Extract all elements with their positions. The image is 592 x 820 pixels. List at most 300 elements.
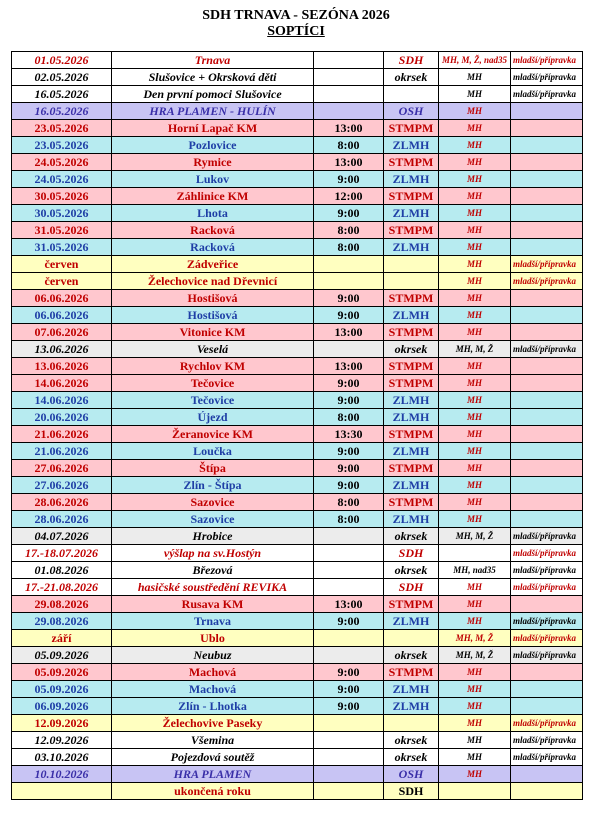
event-time-cell: 13:00 bbox=[314, 154, 384, 171]
event-date-cell: 28.06.2026 bbox=[12, 511, 112, 528]
table-row bbox=[12, 307, 583, 324]
event-name-cell: Tečovice bbox=[112, 375, 314, 392]
table-row bbox=[12, 511, 583, 528]
event-category-cell: MH, nad35 bbox=[439, 562, 511, 579]
event-date-cell: 14.06.2026 bbox=[12, 392, 112, 409]
event-time-cell bbox=[314, 52, 384, 69]
event-category-cell: MH bbox=[439, 205, 511, 222]
event-date-cell: 12.09.2026 bbox=[12, 715, 112, 732]
table-row bbox=[12, 120, 583, 137]
event-time-cell: 12:00 bbox=[314, 188, 384, 205]
table-row bbox=[12, 766, 583, 783]
event-time-cell: 9:00 bbox=[314, 613, 384, 630]
event-organizer-cell bbox=[384, 715, 439, 732]
event-note-cell: mladší/přípravka bbox=[511, 69, 583, 86]
event-organizer-cell: SDH bbox=[384, 783, 439, 800]
event-category-cell: MH bbox=[439, 392, 511, 409]
table-row bbox=[12, 358, 583, 375]
event-category-cell: MH bbox=[439, 579, 511, 596]
event-category-cell: MH bbox=[439, 766, 511, 783]
event-category-cell: MH bbox=[439, 120, 511, 137]
table-row bbox=[12, 477, 583, 494]
event-organizer-cell: STMPM bbox=[384, 188, 439, 205]
table-row bbox=[12, 86, 583, 103]
event-name-cell: HRA PLAMEN - HULÍN bbox=[112, 103, 314, 120]
event-category-cell: MH bbox=[439, 307, 511, 324]
event-category-cell: MH bbox=[439, 511, 511, 528]
table-row bbox=[12, 562, 583, 579]
event-organizer-cell: STMPM bbox=[384, 664, 439, 681]
event-date-cell: 24.05.2026 bbox=[12, 171, 112, 188]
event-category-cell: MH bbox=[439, 324, 511, 341]
event-date-cell: 23.05.2026 bbox=[12, 137, 112, 154]
event-category-cell: MH, M, Ž bbox=[439, 630, 511, 647]
event-time-cell bbox=[314, 749, 384, 766]
event-category-cell: MH, M, Ž bbox=[439, 647, 511, 664]
event-organizer-cell: OSH bbox=[384, 766, 439, 783]
event-name-cell: HRA PLAMEN bbox=[112, 766, 314, 783]
event-organizer-cell: ZLMH bbox=[384, 443, 439, 460]
event-category-cell: MH bbox=[439, 596, 511, 613]
event-note-cell bbox=[511, 137, 583, 154]
event-time-cell bbox=[314, 783, 384, 800]
event-category-cell: MH bbox=[439, 460, 511, 477]
event-organizer-cell: OSH bbox=[384, 103, 439, 120]
event-organizer-cell: ZLMH bbox=[384, 307, 439, 324]
event-time-cell bbox=[314, 562, 384, 579]
event-date-cell: 04.07.2026 bbox=[12, 528, 112, 545]
event-category-cell: MH bbox=[439, 239, 511, 256]
event-time-cell bbox=[314, 103, 384, 120]
event-category-cell bbox=[439, 783, 511, 800]
event-name-cell: Hostišová bbox=[112, 290, 314, 307]
event-time-cell bbox=[314, 273, 384, 290]
event-time-cell: 9:00 bbox=[314, 375, 384, 392]
table-row bbox=[12, 783, 583, 800]
event-category-cell: MH bbox=[439, 426, 511, 443]
event-name-cell: Horní Lapač KM bbox=[112, 120, 314, 137]
event-time-cell: 9:00 bbox=[314, 460, 384, 477]
event-organizer-cell: ZLMH bbox=[384, 409, 439, 426]
event-organizer-cell: ZLMH bbox=[384, 681, 439, 698]
event-time-cell: 9:00 bbox=[314, 443, 384, 460]
event-organizer-cell: ZLMH bbox=[384, 205, 439, 222]
table-row bbox=[12, 239, 583, 256]
event-time-cell: 9:00 bbox=[314, 171, 384, 188]
event-name-cell: Pozlovice bbox=[112, 137, 314, 154]
event-time-cell: 13:00 bbox=[314, 324, 384, 341]
event-category-cell: MH bbox=[439, 375, 511, 392]
table-row bbox=[12, 494, 583, 511]
event-note-cell bbox=[511, 222, 583, 239]
event-name-cell: Hrobice bbox=[112, 528, 314, 545]
event-note-cell: mladší/přípravka bbox=[511, 562, 583, 579]
event-note-cell: mladší/přípravka bbox=[511, 749, 583, 766]
event-name-cell: Březová bbox=[112, 562, 314, 579]
event-organizer-cell: STMPM bbox=[384, 154, 439, 171]
event-name-cell: Trnava bbox=[112, 52, 314, 69]
event-name-cell: Machová bbox=[112, 681, 314, 698]
event-organizer-cell bbox=[384, 273, 439, 290]
event-date-cell: 31.05.2026 bbox=[12, 239, 112, 256]
table-row bbox=[12, 103, 583, 120]
event-date-cell: 10.10.2026 bbox=[12, 766, 112, 783]
event-date-cell: 13.06.2026 bbox=[12, 358, 112, 375]
event-category-cell: MH bbox=[439, 409, 511, 426]
event-note-cell bbox=[511, 783, 583, 800]
event-name-cell: Štípa bbox=[112, 460, 314, 477]
event-time-cell bbox=[314, 732, 384, 749]
table-row bbox=[12, 222, 583, 239]
event-date-cell: 21.06.2026 bbox=[12, 443, 112, 460]
event-name-cell: Sazovice bbox=[112, 511, 314, 528]
event-organizer-cell bbox=[384, 630, 439, 647]
event-name-cell: Tečovice bbox=[112, 392, 314, 409]
event-note-cell bbox=[511, 766, 583, 783]
event-note-cell bbox=[511, 460, 583, 477]
event-date-cell: 28.06.2026 bbox=[12, 494, 112, 511]
event-name-cell: Zlín - Lhotka bbox=[112, 698, 314, 715]
event-date-cell: 05.09.2026 bbox=[12, 647, 112, 664]
event-name-cell: Újezd bbox=[112, 409, 314, 426]
event-date-cell: 03.10.2026 bbox=[12, 749, 112, 766]
event-note-cell bbox=[511, 239, 583, 256]
event-date-cell: 01.05.2026 bbox=[12, 52, 112, 69]
table-row bbox=[12, 375, 583, 392]
event-name-cell: Zlín - Štípa bbox=[112, 477, 314, 494]
event-time-cell: 9:00 bbox=[314, 664, 384, 681]
event-note-cell bbox=[511, 188, 583, 205]
event-time-cell: 8:00 bbox=[314, 511, 384, 528]
event-date-cell: září bbox=[12, 630, 112, 647]
table-row bbox=[12, 681, 583, 698]
event-name-cell: výšlap na sv.Hostýn bbox=[112, 545, 314, 562]
event-category-cell: MH, M, Ž bbox=[439, 528, 511, 545]
event-name-cell: Rusava KM bbox=[112, 596, 314, 613]
event-name-cell: hasičské soustředění REVIKA bbox=[112, 579, 314, 596]
event-note-cell bbox=[511, 409, 583, 426]
schedule-table bbox=[11, 51, 583, 800]
event-time-cell: 9:00 bbox=[314, 205, 384, 222]
event-note-cell bbox=[511, 664, 583, 681]
event-name-cell: Pojezdová soutěž bbox=[112, 749, 314, 766]
event-note-cell bbox=[511, 290, 583, 307]
event-note-cell bbox=[511, 120, 583, 137]
event-organizer-cell: STMPM bbox=[384, 358, 439, 375]
event-name-cell: Veselá bbox=[112, 341, 314, 358]
table-row bbox=[12, 647, 583, 664]
event-note-cell bbox=[511, 307, 583, 324]
event-note-cell bbox=[511, 103, 583, 120]
table-row bbox=[12, 749, 583, 766]
event-organizer-cell: okrsek bbox=[384, 749, 439, 766]
event-category-cell: MH bbox=[439, 358, 511, 375]
event-time-cell bbox=[314, 86, 384, 103]
table-row bbox=[12, 69, 583, 86]
event-organizer-cell: SDH bbox=[384, 52, 439, 69]
event-organizer-cell: ZLMH bbox=[384, 698, 439, 715]
event-date-cell: 21.06.2026 bbox=[12, 426, 112, 443]
event-date-cell: 14.06.2026 bbox=[12, 375, 112, 392]
event-note-cell bbox=[511, 443, 583, 460]
table-row bbox=[12, 154, 583, 171]
event-name-cell: Žeranovice KM bbox=[112, 426, 314, 443]
event-organizer-cell: STMPM bbox=[384, 460, 439, 477]
event-date-cell: 06.06.2026 bbox=[12, 290, 112, 307]
event-organizer-cell: SDH bbox=[384, 545, 439, 562]
event-time-cell bbox=[314, 647, 384, 664]
event-category-cell: MH bbox=[439, 290, 511, 307]
event-time-cell bbox=[314, 579, 384, 596]
table-row bbox=[12, 664, 583, 681]
event-name-cell: Racková bbox=[112, 222, 314, 239]
event-time-cell: 8:00 bbox=[314, 409, 384, 426]
event-time-cell bbox=[314, 528, 384, 545]
event-organizer-cell: okrsek bbox=[384, 732, 439, 749]
event-category-cell: MH bbox=[439, 732, 511, 749]
event-date-cell: 07.06.2026 bbox=[12, 324, 112, 341]
page-subtitle: SOPTÍCI bbox=[267, 24, 325, 39]
event-category-cell: MH bbox=[439, 188, 511, 205]
event-category-cell: MH, M, Ž bbox=[439, 341, 511, 358]
event-note-cell: mladší/přípravka bbox=[511, 715, 583, 732]
event-organizer-cell: ZLMH bbox=[384, 239, 439, 256]
event-name-cell: ukončená roku bbox=[112, 783, 314, 800]
event-name-cell: Machová bbox=[112, 664, 314, 681]
event-category-cell: MH bbox=[439, 715, 511, 732]
event-organizer-cell: STMPM bbox=[384, 222, 439, 239]
event-organizer-cell: okrsek bbox=[384, 341, 439, 358]
event-category-cell: MH bbox=[439, 137, 511, 154]
event-note-cell: mladší/přípravka bbox=[511, 630, 583, 647]
event-note-cell bbox=[511, 324, 583, 341]
event-category-cell: MH bbox=[439, 273, 511, 290]
event-name-cell: Sazovice bbox=[112, 494, 314, 511]
event-organizer-cell: STMPM bbox=[384, 426, 439, 443]
event-time-cell: 9:00 bbox=[314, 307, 384, 324]
event-note-cell bbox=[511, 154, 583, 171]
table-row bbox=[12, 392, 583, 409]
event-note-cell bbox=[511, 171, 583, 188]
event-note-cell bbox=[511, 205, 583, 222]
event-name-cell: Slušovice + Okrsková děti bbox=[112, 69, 314, 86]
page-title: SDH TRNAVA - SEZÓNA 2026 bbox=[202, 8, 390, 23]
event-organizer-cell: STMPM bbox=[384, 324, 439, 341]
event-date-cell: 02.05.2026 bbox=[12, 69, 112, 86]
event-organizer-cell: STMPM bbox=[384, 290, 439, 307]
event-note-cell: mladší/přípravka bbox=[511, 341, 583, 358]
event-date-cell: 27.06.2026 bbox=[12, 460, 112, 477]
table-row bbox=[12, 545, 583, 562]
event-category-cell: MH bbox=[439, 443, 511, 460]
event-note-cell: mladší/přípravka bbox=[511, 613, 583, 630]
event-name-cell: Den první pomoci Slušovice bbox=[112, 86, 314, 103]
event-date-cell: 13.06.2026 bbox=[12, 341, 112, 358]
event-category-cell: MH bbox=[439, 154, 511, 171]
event-name-cell: Rychlov KM bbox=[112, 358, 314, 375]
table-row bbox=[12, 460, 583, 477]
event-name-cell: Želechovive Paseky bbox=[112, 715, 314, 732]
event-note-cell: mladší/přípravka bbox=[511, 647, 583, 664]
event-date-cell: 16.05.2026 bbox=[12, 103, 112, 120]
table-row bbox=[12, 443, 583, 460]
event-note-cell bbox=[511, 511, 583, 528]
event-time-cell: 13:00 bbox=[314, 120, 384, 137]
event-date-cell: 30.05.2026 bbox=[12, 188, 112, 205]
event-note-cell: mladší/přípravka bbox=[511, 545, 583, 562]
table-row bbox=[12, 290, 583, 307]
event-note-cell: mladší/přípravka bbox=[511, 86, 583, 103]
event-name-cell: Loučka bbox=[112, 443, 314, 460]
table-row bbox=[12, 256, 583, 273]
table-row bbox=[12, 409, 583, 426]
event-category-cell: MH bbox=[439, 69, 511, 86]
event-time-cell: 9:00 bbox=[314, 392, 384, 409]
table-row bbox=[12, 341, 583, 358]
event-date-cell: 23.05.2026 bbox=[12, 120, 112, 137]
event-category-cell: MH bbox=[439, 171, 511, 188]
table-row bbox=[12, 613, 583, 630]
event-name-cell: Lukov bbox=[112, 171, 314, 188]
event-time-cell: 9:00 bbox=[314, 290, 384, 307]
table-row bbox=[12, 596, 583, 613]
event-time-cell: 13:30 bbox=[314, 426, 384, 443]
event-note-cell bbox=[511, 477, 583, 494]
table-row bbox=[12, 630, 583, 647]
event-name-cell: Trnava bbox=[112, 613, 314, 630]
event-category-cell: MH, M, Ž, nad35 bbox=[439, 52, 511, 69]
table-row bbox=[12, 426, 583, 443]
event-date-cell: 24.05.2026 bbox=[12, 154, 112, 171]
event-date-cell: 05.09.2026 bbox=[12, 681, 112, 698]
event-date-cell: 06.06.2026 bbox=[12, 307, 112, 324]
event-note-cell: mladší/přípravka bbox=[511, 256, 583, 273]
event-organizer-cell: ZLMH bbox=[384, 477, 439, 494]
event-name-cell: Zádveřice bbox=[112, 256, 314, 273]
event-organizer-cell bbox=[384, 86, 439, 103]
table-row bbox=[12, 273, 583, 290]
table-row bbox=[12, 732, 583, 749]
event-organizer-cell: ZLMH bbox=[384, 613, 439, 630]
event-time-cell bbox=[314, 341, 384, 358]
table-row bbox=[12, 137, 583, 154]
table-row bbox=[12, 52, 583, 69]
event-note-cell: mladší/přípravka bbox=[511, 273, 583, 290]
event-note-cell: mladší/přípravka bbox=[511, 52, 583, 69]
event-date-cell: 20.06.2026 bbox=[12, 409, 112, 426]
event-date-cell: 17.-18.07.2026 bbox=[12, 545, 112, 562]
event-note-cell bbox=[511, 392, 583, 409]
event-note-cell bbox=[511, 596, 583, 613]
event-organizer-cell: STMPM bbox=[384, 375, 439, 392]
table-row bbox=[12, 698, 583, 715]
event-time-cell bbox=[314, 256, 384, 273]
event-category-cell: MH bbox=[439, 86, 511, 103]
table-row bbox=[12, 324, 583, 341]
event-organizer-cell: okrsek bbox=[384, 647, 439, 664]
event-time-cell: 8:00 bbox=[314, 239, 384, 256]
event-category-cell: MH bbox=[439, 681, 511, 698]
event-organizer-cell: okrsek bbox=[384, 528, 439, 545]
event-time-cell: 8:00 bbox=[314, 222, 384, 239]
event-time-cell bbox=[314, 766, 384, 783]
event-organizer-cell: ZLMH bbox=[384, 171, 439, 188]
event-organizer-cell: ZLMH bbox=[384, 137, 439, 154]
event-category-cell: MH bbox=[439, 477, 511, 494]
event-category-cell: MH bbox=[439, 222, 511, 239]
event-note-cell: mladší/přípravka bbox=[511, 528, 583, 545]
event-time-cell: 8:00 bbox=[314, 494, 384, 511]
event-category-cell: MH bbox=[439, 494, 511, 511]
event-category-cell: MH bbox=[439, 698, 511, 715]
event-date-cell: 17.-21.08.2026 bbox=[12, 579, 112, 596]
event-name-cell: Hostišová bbox=[112, 307, 314, 324]
event-time-cell bbox=[314, 545, 384, 562]
event-organizer-cell: STMPM bbox=[384, 596, 439, 613]
table-row bbox=[12, 171, 583, 188]
event-organizer-cell: okrsek bbox=[384, 69, 439, 86]
event-date-cell bbox=[12, 783, 112, 800]
event-organizer-cell: ZLMH bbox=[384, 392, 439, 409]
event-time-cell: 8:00 bbox=[314, 137, 384, 154]
event-note-cell bbox=[511, 681, 583, 698]
event-name-cell: Rymice bbox=[112, 154, 314, 171]
event-name-cell: Vitonice KM bbox=[112, 324, 314, 341]
event-category-cell: MH bbox=[439, 613, 511, 630]
event-date-cell: 30.05.2026 bbox=[12, 205, 112, 222]
event-date-cell: 31.05.2026 bbox=[12, 222, 112, 239]
event-time-cell: 13:00 bbox=[314, 596, 384, 613]
table-row bbox=[12, 205, 583, 222]
event-date-cell: 27.06.2026 bbox=[12, 477, 112, 494]
event-date-cell: 16.05.2026 bbox=[12, 86, 112, 103]
event-note-cell bbox=[511, 698, 583, 715]
table-row bbox=[12, 715, 583, 732]
event-note-cell: mladší/přípravka bbox=[511, 579, 583, 596]
event-date-cell: 01.08.2026 bbox=[12, 562, 112, 579]
event-time-cell bbox=[314, 715, 384, 732]
event-category-cell: MH bbox=[439, 664, 511, 681]
event-name-cell: Racková bbox=[112, 239, 314, 256]
event-name-cell: Lhota bbox=[112, 205, 314, 222]
table-row bbox=[12, 579, 583, 596]
event-date-cell: 29.08.2026 bbox=[12, 613, 112, 630]
event-organizer-cell: ZLMH bbox=[384, 511, 439, 528]
event-organizer-cell: STMPM bbox=[384, 494, 439, 511]
event-name-cell: Záhlinice KM bbox=[112, 188, 314, 205]
table-row bbox=[12, 528, 583, 545]
event-name-cell: Všemina bbox=[112, 732, 314, 749]
table-row bbox=[12, 188, 583, 205]
event-category-cell: MH bbox=[439, 103, 511, 120]
event-note-cell bbox=[511, 375, 583, 392]
event-name-cell: Želechovice nad Dřevnicí bbox=[112, 273, 314, 290]
event-name-cell: Ublo bbox=[112, 630, 314, 647]
event-time-cell bbox=[314, 630, 384, 647]
event-note-cell bbox=[511, 494, 583, 511]
event-date-cell: 29.08.2026 bbox=[12, 596, 112, 613]
event-category-cell bbox=[439, 545, 511, 562]
event-organizer-cell: okrsek bbox=[384, 562, 439, 579]
event-date-cell: 05.09.2026 bbox=[12, 664, 112, 681]
event-date-cell: 06.09.2026 bbox=[12, 698, 112, 715]
event-date-cell: 12.09.2026 bbox=[12, 732, 112, 749]
event-organizer-cell bbox=[384, 256, 439, 273]
event-time-cell: 9:00 bbox=[314, 698, 384, 715]
event-time-cell: 9:00 bbox=[314, 681, 384, 698]
event-organizer-cell: SDH bbox=[384, 579, 439, 596]
event-time-cell: 9:00 bbox=[314, 477, 384, 494]
